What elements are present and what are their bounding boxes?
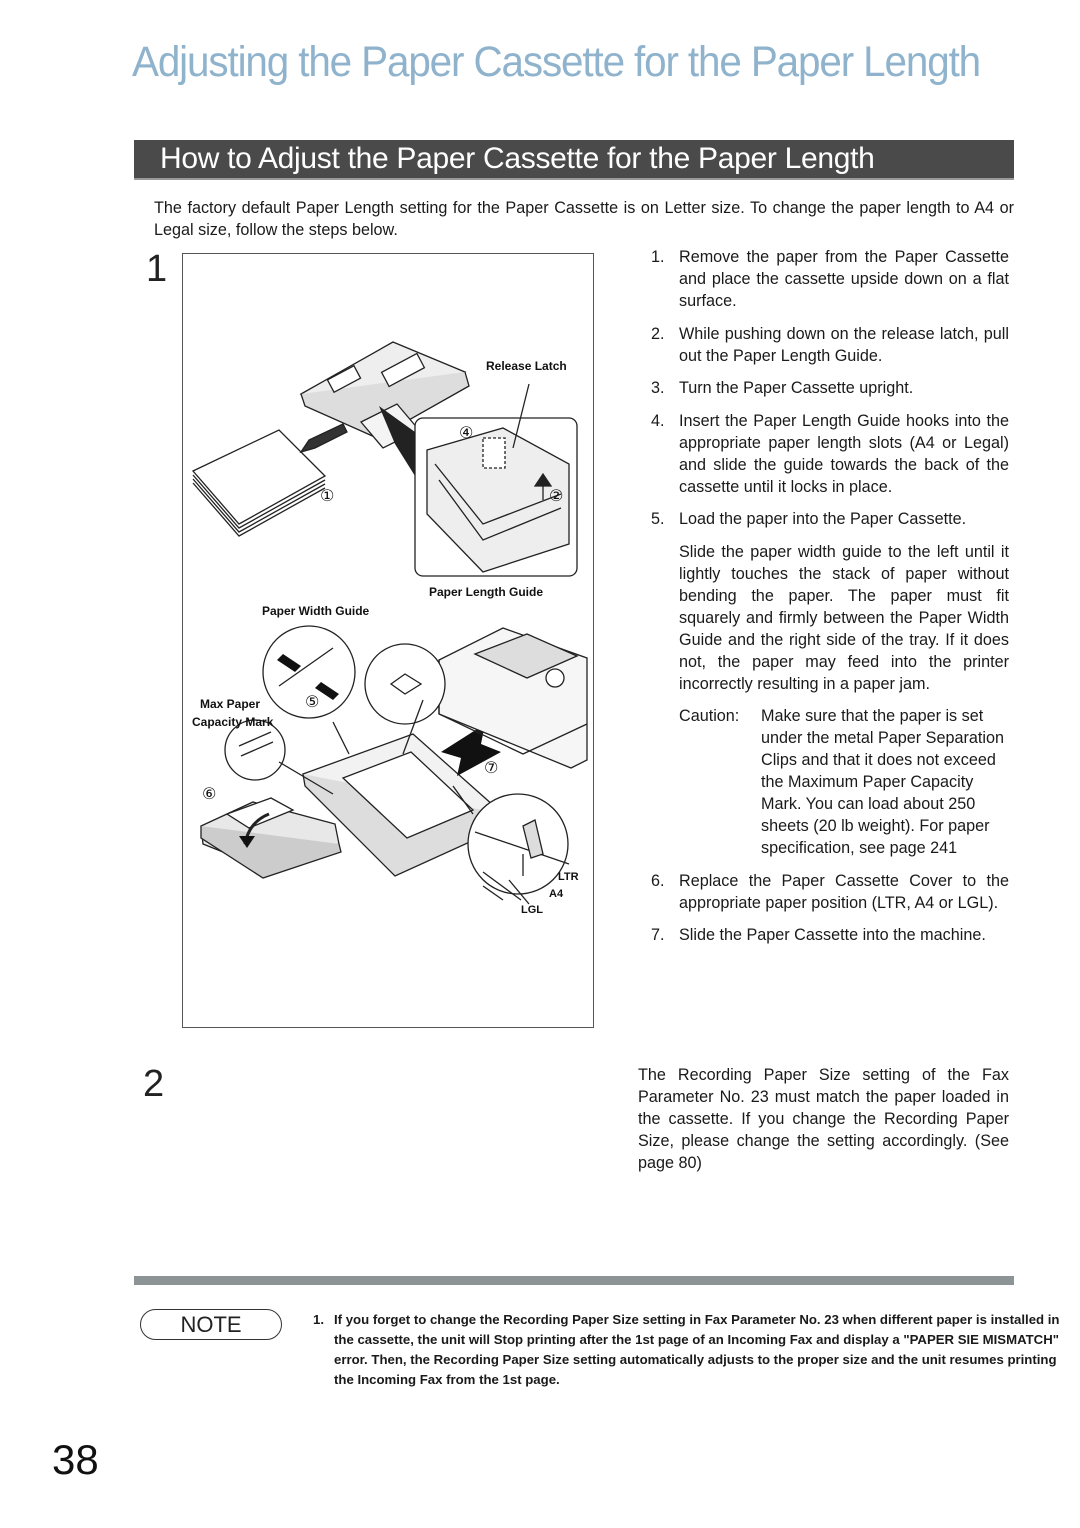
step-item-3: 3. Turn the Paper Cassette upright.: [651, 379, 914, 397]
intro-paragraph: The factory default Paper Length setting for the Paper Cassette is on Letter size. To change the paper length to A4 or Legal size, follow the steps below.: [154, 199, 1014, 239]
cassette-illustration: [182, 253, 594, 1028]
step-item-5: 5. Load the paper into the Paper Cassette.: [651, 510, 967, 528]
note-text: [313, 1310, 1073, 1390]
step-instructions: [651, 246, 1009, 957]
marker-6: ⑥: [202, 786, 217, 803]
note-number: 1.: [313, 1312, 324, 1327]
length-position-zoom: [468, 794, 568, 894]
step-number-2: 2: [143, 1063, 165, 1105]
step-item-1: 1. Remove the paper from the Paper Cassette and place the cassette upside down on a flat surface.: [651, 248, 1009, 310]
note-badge: NOTE: [140, 1309, 282, 1340]
step-5-detail: Slide the paper width guide to the left until it lightly touches the stack of paper without bending the paper. The paper must fit squarely and firmly between the Paper Width Guide and the right side of the tray. If it does not, the paper may feed into the printer incorrectly resulting in a paper jam.: [679, 542, 1009, 693]
paper-stack: [193, 430, 325, 524]
marker-2: ②: [549, 488, 564, 505]
capacity-mark-label: Capacity Mark: [192, 715, 274, 729]
step-item-7: 7. Slide the Paper Cassette into the machine.: [651, 926, 986, 944]
marker-4: ④: [459, 425, 474, 442]
step-item-6: 6. Replace the Paper Cassette Cover to the appropriate paper position (LTR, A4 or LGL).: [651, 871, 1009, 912]
section-heading: How to Adjust the Paper Cassette for the Paper Length: [160, 142, 875, 175]
a4-label: A4: [549, 888, 564, 900]
note-divider: [134, 1276, 1014, 1285]
paper-width-guide-label: Paper Width Guide: [262, 604, 370, 618]
marker-7: ⑦: [484, 760, 499, 777]
note-body: If you forget to change the Recording Paper Size setting in Fax Parameter No. 23 when different paper is installed in the cassette, the unit will Stop printing after the 1st page of an Incoming Fax and display a "PAPER SIE MISMATCH" error. Then, the Recording Paper Size setting automatically adjusts to the proper size and the unit resumes printing the Incoming Fax from the 1st page.: [334, 1312, 1060, 1387]
step-item-4: 4. Insert the Paper Length Guide hooks into the appropriate paper length slots (A4 or Legal) and slide the guide towards the back of the cassette until it locks in place.: [651, 411, 1009, 496]
caution-text: Make sure that the paper is set under the metal Paper Separation Clips and that it does not exceed the Maximum Paper Capacity Mark. You can load about 250 sheets (20 lb weight). For paper specification, see page 241: [761, 707, 1004, 857]
caution-label: Caution:: [679, 707, 740, 725]
ltr-label: LTR: [558, 871, 579, 883]
section-heading-bar: [134, 140, 1014, 180]
marker-5: ⑤: [305, 694, 320, 711]
caution-block: [679, 705, 1009, 859]
paper-length-guide-label: Paper Length Guide: [429, 585, 544, 599]
marker-1: ①: [320, 488, 335, 505]
max-paper-label: Max Paper: [200, 697, 261, 711]
lgl-label: LGL: [521, 904, 543, 916]
step-item-2: 2. While pushing down on the release latch, pull out the Paper Length Guide.: [651, 324, 1009, 365]
release-latch-label: Release Latch: [486, 359, 567, 373]
page-title: Adjusting the Paper Cassette for the Paper Length: [132, 38, 981, 86]
remove-arrow: [301, 424, 347, 452]
page-number: 38: [52, 1436, 99, 1483]
step-number-1: 1: [146, 248, 168, 290]
step-2-text: The Recording Paper Size setting of the Fax Parameter No. 23 must match the paper loaded in the cassette. If you change the Recording Paper Size, please change the setting accordingly. (See page 80): [638, 1066, 1009, 1172]
